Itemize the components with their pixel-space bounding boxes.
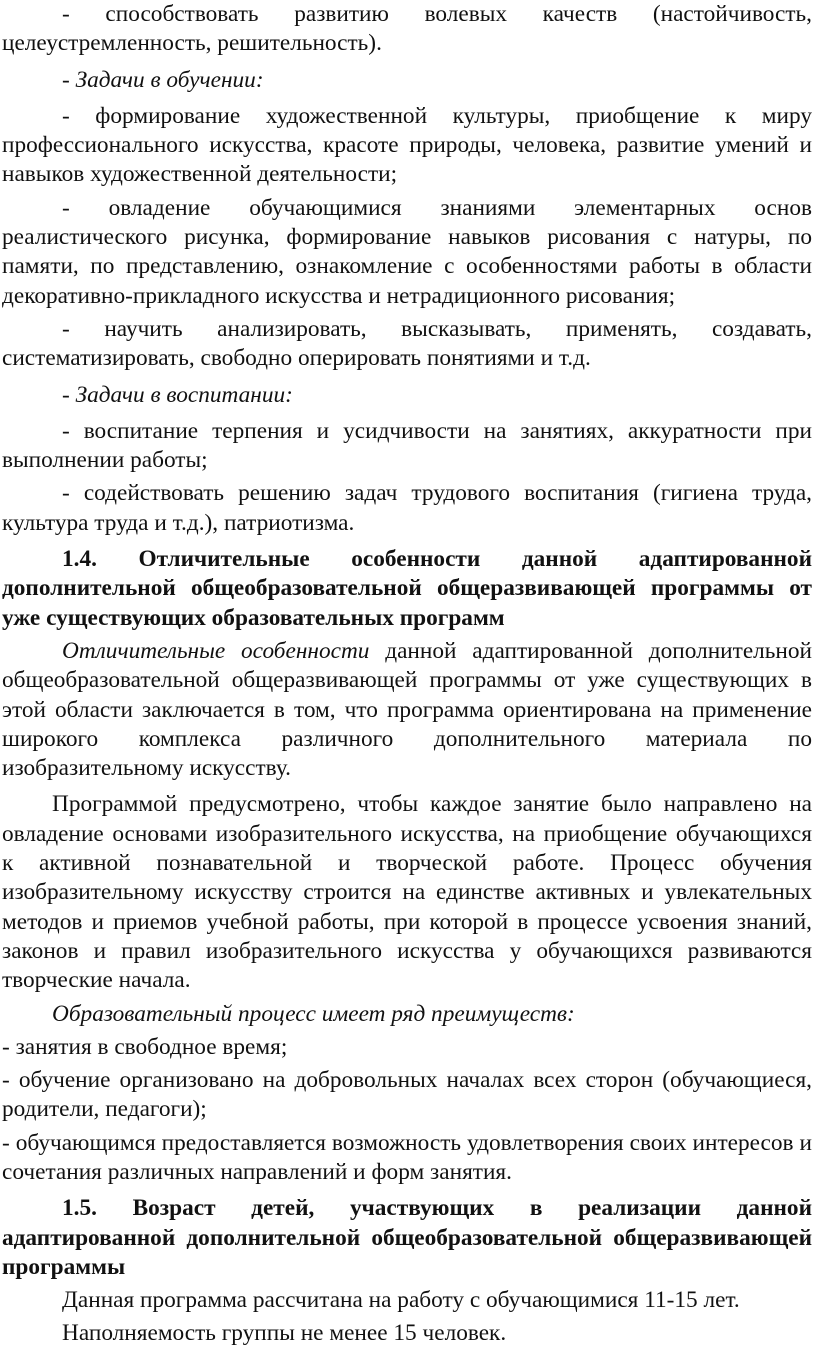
- paragraph-analysis-skills: - научить анализировать, высказывать, применять, создавать, систематизировать, свободно оперировать понятиями и т.д.: [2, 315, 812, 372]
- subheading-upbringing-tasks: - Задачи в воспитании:: [62, 381, 293, 408]
- list-item-free-time: - занятия в свободное время;: [2, 1033, 288, 1060]
- paragraph-labor-education: - содействовать решению задач трудового воспитания (гигиена труда, культура труда и т.д.), патриотизма.: [2, 480, 812, 536]
- paragraph-patience: - воспитание терпения и усидчивости на занятиях, аккуратности при выполнении работы;: [2, 417, 812, 474]
- paragraph-art-culture: - формирование художественной культуры, приобщение к миру профессионального искусства, красоте природы, человека, развитие умений и навыков художественной деятельности;: [2, 102, 812, 188]
- list-item-voluntary: - обучение организовано на добровольных началах всех сторон (обучающиеся, родители, педагоги);: [2, 1067, 812, 1123]
- paragraph-drawing-skills: - овладение обучающимися знаниями элементарных основ реалистического рисунка, формирование навыков рисования с натуры, по памяти, по представлению, ознакомление с особенностями работы в области декоративно-прикладного искусства и нетрадиционного рисования;: [2, 194, 812, 309]
- distinctive-features-text: данной адаптированной дополнительной общеобразовательной общеразвивающей программы от уже существующих в этой области заключается в том, что программа ориентирована на применение широкого комплекса различного дополнительного материала по изобразительному искусству.: [2, 637, 812, 782]
- document-page: [2, 0, 812, 1349]
- section-heading-1-4: 1.4. Отличительные особенности данной адаптированной дополнительной общеобразовательной общеразвивающей программы от уже существующих образовательных программ: [2, 546, 812, 631]
- paragraph-advantages-intro: Образовательный процесс имеет ряд преимуществ:: [52, 1000, 575, 1027]
- paragraph-group-size: Наполняемость группы не менее 15 человек.: [62, 1320, 507, 1347]
- distinctive-features-emphasis: Отличительные особенности: [62, 637, 370, 664]
- section-heading-1-5: 1.5. Возраст детей, участвующих в реализации данной адаптированной дополнительной общеобразовательной общеразвивающей программы: [2, 1195, 812, 1280]
- subheading-learning-tasks: - Задачи в обучении:: [62, 66, 264, 93]
- paragraph-distinctive-features: [2, 637, 812, 783]
- paragraph-age-range: Данная программа рассчитана на работу с обучающимися 11-15 лет.: [62, 1287, 740, 1314]
- paragraph-volitional-qualities: - способствовать развитию волевых качеств (настойчивость, целеустремленность, решительность).: [2, 1, 812, 57]
- paragraph-program-provision: Программой предусмотрено, чтобы каждое занятие было направлено на овладение основами изобразительного искусства, на приобщение обучающихся к активной познавательной и творческой работе. Процесс обучения изобразительному искусству строится на единстве активных и увлекательных методов и приемов учебной работы, при которой в процессе усвоения знаний, законов и правил изобразительного искусства у обучающихся развиваются творческие начала.: [2, 791, 812, 994]
- list-item-opportunity: - обучающимся предоставляется возможность удовлетворения своих интересов и сочетания различных направлений и форм занятия.: [2, 1129, 812, 1185]
